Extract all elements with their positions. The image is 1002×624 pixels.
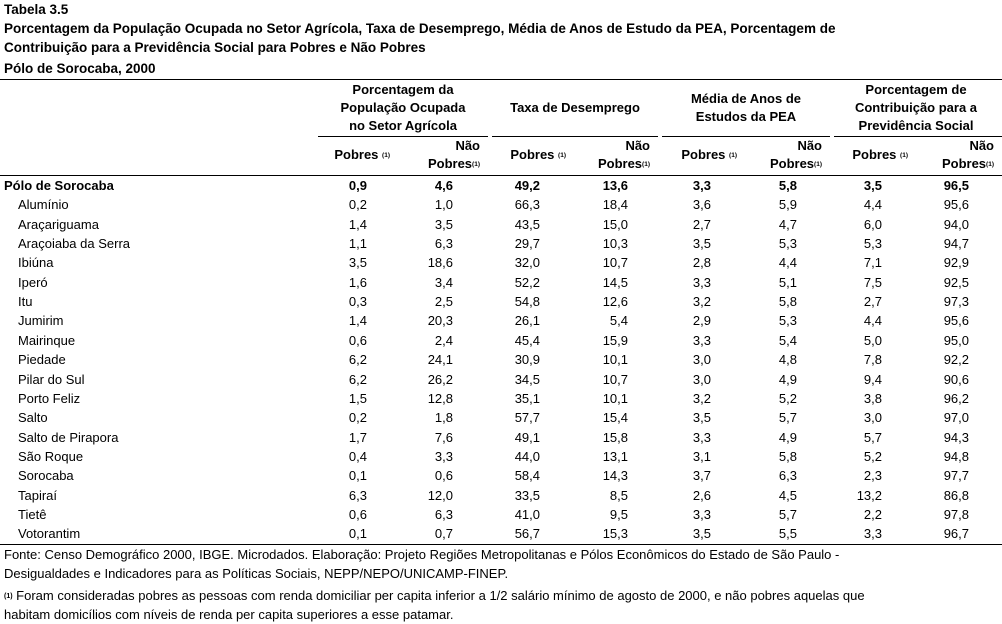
row-label: Tietê xyxy=(18,506,47,522)
table-row xyxy=(0,292,1002,311)
table-cell: 7,5 xyxy=(863,274,882,290)
table-cell: 6,3 xyxy=(434,506,453,522)
table-cell: 1,6 xyxy=(348,274,367,290)
table-title-line: Contribuição para a Previdência Social para Pobres e Não Pobres xyxy=(4,40,426,55)
table-cell: 94,0 xyxy=(943,216,969,232)
group-header-line: População Ocupada xyxy=(340,100,466,115)
group-header-line: Média de Anos de xyxy=(690,91,802,106)
table-cell: 3,3 xyxy=(692,429,711,445)
table-cell: 8,5 xyxy=(609,487,628,503)
table-cell: 13,1 xyxy=(602,448,628,464)
table-cell: 97,8 xyxy=(943,506,969,522)
table-cell: 96,5 xyxy=(943,178,969,193)
table-cell: 26,1 xyxy=(514,313,540,329)
table-cell: 0,9 xyxy=(348,178,367,193)
table-cell: 3,0 xyxy=(692,371,711,387)
table-cell: 95,6 xyxy=(943,313,969,329)
table-cell: 30,9 xyxy=(514,352,540,368)
table-cell: 12,0 xyxy=(427,487,453,503)
table-cell: 9,4 xyxy=(863,371,882,387)
subheader-pobres: Pobres $^{(1)}$ xyxy=(681,147,737,162)
row-label: Araçoiaba da Serra xyxy=(18,236,131,252)
table-cell: 5,3 xyxy=(778,313,797,329)
table-cell: 4,6 xyxy=(434,178,453,193)
table-cell: 5,8 xyxy=(778,178,797,193)
table-cell: 56,7 xyxy=(514,526,540,542)
source-note: Desigualdades e Indicadores para as Políticas Sociais, NEPP/NEPO/UNICAMP-FINEP. xyxy=(4,566,509,581)
table-cell: 96,2 xyxy=(943,390,969,406)
table-cell: 7,8 xyxy=(863,352,882,368)
row-label: Piedade xyxy=(18,352,66,368)
table-cell: 97,0 xyxy=(943,410,969,426)
table-cell: 5,1 xyxy=(778,274,797,290)
table-cell: 6,3 xyxy=(348,487,367,503)
table-cell: 92,9 xyxy=(943,255,969,271)
table-cell: 18,4 xyxy=(602,197,628,213)
subheader-pobres: Pobres $^{(1)}$ xyxy=(510,147,566,162)
table-cell: 52,2 xyxy=(514,274,540,290)
table-cell: 3,8 xyxy=(863,390,882,406)
table-cell: 0,1 xyxy=(348,468,367,484)
table-cell: 12,6 xyxy=(602,294,628,310)
table-title-line: Porcentagem da População Ocupada no Setor Agrícola, Taxa de Desemprego, Média de Anos de Estudo da PEA, Porcentagem de xyxy=(4,21,836,36)
table-cell: 2,3 xyxy=(863,468,882,484)
table-cell: 3,3 xyxy=(692,506,711,522)
table-cell: 95,0 xyxy=(943,332,969,348)
table-cell: 3,3 xyxy=(692,178,711,193)
table-cell: 49,1 xyxy=(514,429,540,445)
table-cell: 0,6 xyxy=(434,468,453,484)
table-cell: 13,6 xyxy=(602,178,628,193)
subheader-nao-pobres: Não Pobres$^{(1)}$ xyxy=(941,138,994,171)
table-cell: 18,6 xyxy=(427,255,453,271)
table-cell: 9,5 xyxy=(609,506,628,522)
table-cell: 4,9 xyxy=(778,371,797,387)
table-cell: 49,2 xyxy=(514,178,540,193)
table-cell: 94,7 xyxy=(943,236,969,252)
table-cell: 94,3 xyxy=(943,429,969,445)
table-row xyxy=(0,505,1002,524)
table-cell: 7,1 xyxy=(863,255,882,271)
table-cell: 5,7 xyxy=(778,506,797,522)
table-cell: 2,2 xyxy=(863,506,882,522)
footnote: habitam domicílios com níveis de renda per capita superiores a esse patamar. xyxy=(4,607,454,622)
table-cell: 41,0 xyxy=(514,506,540,522)
table-cell: 6,3 xyxy=(434,236,453,252)
table-row xyxy=(0,428,1002,447)
table-cell: 0,6 xyxy=(348,332,367,348)
subheader-nao-pobres: Não Pobres$^{(1)}$ xyxy=(769,138,822,171)
table-cell: 6,3 xyxy=(778,468,797,484)
group-header-previdencia xyxy=(834,81,998,135)
table-cell: 12,8 xyxy=(427,390,453,406)
group-header-line: Porcentagem da xyxy=(352,82,454,97)
table-cell: 3,3 xyxy=(863,526,882,542)
table-cell: 1,4 xyxy=(348,313,367,329)
table-cell: 3,5 xyxy=(348,255,367,271)
table-cell: 3,3 xyxy=(434,448,453,464)
table-cell: 6,0 xyxy=(863,216,882,232)
table-row xyxy=(0,447,1002,466)
table-cell: 14,3 xyxy=(602,468,628,484)
table-cell: 10,1 xyxy=(602,390,628,406)
group-header-agricola xyxy=(318,81,488,135)
table-cell: 4,4 xyxy=(778,255,797,271)
table-row-total xyxy=(0,176,1002,195)
table-cell: 97,3 xyxy=(943,294,969,310)
table-cell: 2,7 xyxy=(692,216,711,232)
table-cell: 1,1 xyxy=(348,236,367,252)
row-label: Tapiraí xyxy=(18,487,58,503)
table-cell: 1,8 xyxy=(434,410,453,426)
table-row xyxy=(0,331,1002,350)
table-cell: 3,6 xyxy=(692,197,711,213)
table-cell: 1,4 xyxy=(348,216,367,232)
footnote-text: Foram consideradas pobres as pessoas com renda domiciliar per capita inferior a 1/2 salário mínimo de agosto de 2000, e não pobres aquelas que xyxy=(12,588,865,603)
row-label: São Roque xyxy=(18,448,84,464)
table-cell: 90,6 xyxy=(943,371,969,387)
group-header-line: no Setor Agrícola xyxy=(349,118,457,133)
table-row xyxy=(0,311,1002,330)
subheader-pobres: Pobres $^{(1)}$ xyxy=(334,147,390,162)
table-cell: 96,7 xyxy=(943,526,969,542)
table-cell: 3,2 xyxy=(692,390,711,406)
row-label: Jumirim xyxy=(18,313,64,329)
table-cell: 6,2 xyxy=(348,371,367,387)
table-cell: 57,7 xyxy=(514,410,540,426)
table-cell: 86,8 xyxy=(943,487,969,503)
table-cell: 4,4 xyxy=(863,197,882,213)
table-cell: 92,5 xyxy=(943,274,969,290)
table-cell: 3,5 xyxy=(692,526,711,542)
table-number: Tabela 3.5 xyxy=(4,2,69,17)
table-row xyxy=(0,195,1002,214)
source-note: Fonte: Censo Demográfico 2000, IBGE. Microdados. Elaboração: Projeto Regiões Metropolitanas e Pólos Econômicos do Estado de São Paulo - xyxy=(4,547,840,562)
table-cell: 0,2 xyxy=(348,410,367,426)
table-cell: 5,4 xyxy=(609,313,628,329)
table-subtitle: Pólo de Sorocaba, 2000 xyxy=(4,61,156,76)
table-cell: 1,7 xyxy=(348,429,367,445)
table-cell: 5,0 xyxy=(863,332,882,348)
table-cell: 3,5 xyxy=(434,216,453,232)
table-cell: 54,8 xyxy=(514,294,540,310)
table-cell: 5,5 xyxy=(778,526,797,542)
table-cell: 95,6 xyxy=(943,197,969,213)
table-row xyxy=(0,234,1002,253)
table-cell: 0,7 xyxy=(434,526,453,542)
table-row xyxy=(0,389,1002,408)
group-header-line: Porcentagem de xyxy=(865,82,967,97)
table-cell: 1,5 xyxy=(348,390,367,406)
table-cell: 10,3 xyxy=(602,236,628,252)
row-label: Salto de Pirapora xyxy=(18,429,119,445)
table-cell: 4,5 xyxy=(778,487,797,503)
table-row xyxy=(0,370,1002,389)
table-cell: 4,9 xyxy=(778,429,797,445)
row-label: Iperó xyxy=(18,274,48,290)
table-cell: 66,3 xyxy=(514,197,540,213)
table-cell: 29,7 xyxy=(514,236,540,252)
table-row xyxy=(0,215,1002,234)
table-cell: 15,4 xyxy=(602,410,628,426)
table-cell: 4,4 xyxy=(863,313,882,329)
table-cell: 0,2 xyxy=(348,197,367,213)
table-row xyxy=(0,350,1002,369)
group-header-estudo xyxy=(662,90,830,126)
table-cell: 5,7 xyxy=(778,410,797,426)
row-label: Araçariguama xyxy=(18,216,99,232)
table-cell: 44,0 xyxy=(514,448,540,464)
table-cell: 3,0 xyxy=(692,352,711,368)
table-cell: 2,7 xyxy=(863,294,882,310)
row-label: Pilar do Sul xyxy=(18,371,85,387)
row-label: Ibiúna xyxy=(18,255,54,271)
table-cell: 58,4 xyxy=(514,468,540,484)
table-cell: 0,4 xyxy=(348,448,367,464)
table-cell: 4,7 xyxy=(778,216,797,232)
table-row xyxy=(0,408,1002,427)
table-cell: 5,2 xyxy=(863,448,882,464)
table-cell: 10,7 xyxy=(602,371,628,387)
table-row xyxy=(0,253,1002,272)
table-cell: 3,4 xyxy=(434,274,453,290)
subheader-nao-pobres: Não Pobres$^{(1)}$ xyxy=(427,138,480,171)
row-label: Votorantim xyxy=(18,526,81,542)
table-cell: 3,0 xyxy=(863,410,882,426)
row-label: Alumínio xyxy=(18,197,69,213)
table-cell: 5,4 xyxy=(778,332,797,348)
table-cell: 92,2 xyxy=(943,352,969,368)
table-cell: 10,7 xyxy=(602,255,628,271)
table-cell: 94,8 xyxy=(943,448,969,464)
table-cell: 24,1 xyxy=(427,352,453,368)
table-cell: 33,5 xyxy=(514,487,540,503)
row-label: Salto xyxy=(18,410,48,426)
table-cell: 15,9 xyxy=(602,332,628,348)
table-row xyxy=(0,273,1002,292)
table-cell: 20,3 xyxy=(427,313,453,329)
table-cell: 14,5 xyxy=(602,274,628,290)
table-cell: 15,3 xyxy=(602,526,628,542)
row-label: Porto Feliz xyxy=(18,390,81,406)
group-header-line: Contribuição para a xyxy=(854,100,978,115)
header-top-rule xyxy=(0,79,1002,80)
table-cell: 97,7 xyxy=(943,468,969,484)
table-cell: 3,3 xyxy=(692,332,711,348)
table-cell: 5,3 xyxy=(863,236,882,252)
table-cell: 6,2 xyxy=(348,352,367,368)
table-cell: 5,8 xyxy=(778,448,797,464)
group-header-line: Taxa de Desemprego xyxy=(510,100,640,115)
row-label: Pólo de Sorocaba xyxy=(4,178,114,193)
subheader-nao-pobres: Não Pobres$^{(1)}$ xyxy=(597,138,650,171)
table-cell: 2,9 xyxy=(692,313,711,329)
table-cell: 3,5 xyxy=(692,236,711,252)
group-header-line: Estudos da PEA xyxy=(695,109,797,124)
table-cell: 2,8 xyxy=(692,255,711,271)
table-cell: 10,1 xyxy=(602,352,628,368)
table-cell: 0,6 xyxy=(348,506,367,522)
row-label: Sorocaba xyxy=(18,468,74,484)
table-cell: 15,0 xyxy=(602,216,628,232)
table-cell: 2,6 xyxy=(692,487,711,503)
table-cell: 34,5 xyxy=(514,371,540,387)
table-cell: 3,7 xyxy=(692,468,711,484)
table-cell: 7,6 xyxy=(434,429,453,445)
table-cell: 5,8 xyxy=(778,294,797,310)
table-cell: 35,1 xyxy=(514,390,540,406)
table-cell: 32,0 xyxy=(514,255,540,271)
table-cell: 13,2 xyxy=(856,487,882,503)
table-cell: 3,5 xyxy=(863,178,882,193)
table-cell: 5,7 xyxy=(863,429,882,445)
table-row xyxy=(0,486,1002,505)
group-header-desemprego xyxy=(492,99,658,117)
table-row xyxy=(0,524,1002,543)
table-cell: 5,9 xyxy=(778,197,797,213)
table-cell: 3,2 xyxy=(692,294,711,310)
table-cell: 3,1 xyxy=(692,448,711,464)
subheader-pobres: Pobres $^{(1)}$ xyxy=(852,147,908,162)
group-header-line: Previdência Social xyxy=(858,118,974,133)
row-label: Itu xyxy=(18,294,33,310)
table-cell: 5,2 xyxy=(778,390,797,406)
table-cell: 45,4 xyxy=(514,332,540,348)
table-cell: 0,3 xyxy=(348,294,367,310)
table-cell: 3,5 xyxy=(692,410,711,426)
table-cell: 1,0 xyxy=(434,197,453,213)
footnote xyxy=(4,586,865,605)
row-label: Mairinque xyxy=(18,332,76,348)
table-cell: 2,4 xyxy=(434,332,453,348)
table-cell: 4,8 xyxy=(778,352,797,368)
table-cell: 2,5 xyxy=(434,294,453,310)
table-row xyxy=(0,466,1002,485)
table-cell: 3,3 xyxy=(692,274,711,290)
table-cell: 5,3 xyxy=(778,236,797,252)
footnote-mark: (1) xyxy=(4,593,13,600)
table-cell: 43,5 xyxy=(514,216,540,232)
table-cell: 15,8 xyxy=(602,429,628,445)
table-cell: 0,1 xyxy=(348,526,367,542)
table-cell: 26,2 xyxy=(427,371,453,387)
